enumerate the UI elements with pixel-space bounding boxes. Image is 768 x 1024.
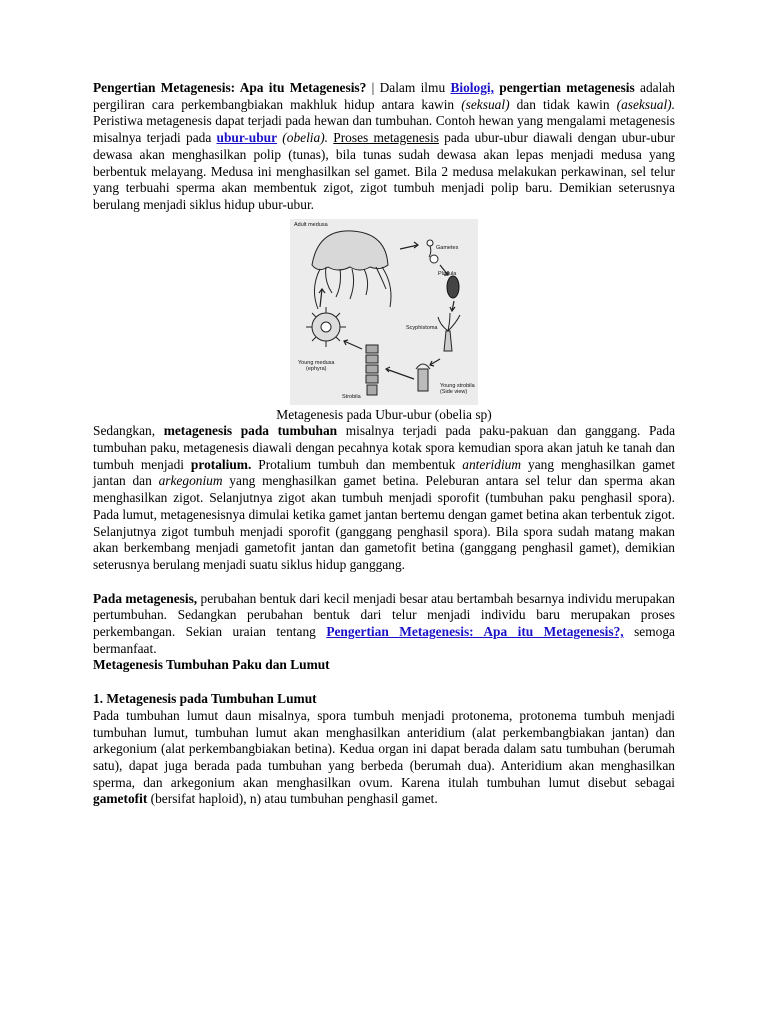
link-biologi[interactable]: Biologi,: [450, 80, 494, 95]
label-gametes: Gametes: [436, 244, 459, 251]
label-adult-medusa: Adult medusa: [294, 221, 328, 228]
label-planula: Planula: [438, 270, 457, 277]
document-page: [93, 80, 675, 808]
planula-drawing: [447, 276, 459, 298]
paragraph-tumbuhan: Sedangkan, metagenesis pada tumbuhan misalnya terjadi pada paku-pakuan dan ganggang. Pada tumbuhan paku, metagenesis diawali dengan pecahnya kotak spora kemudian spora akan jatuh ke tanah dan tumbuh menjadi protalium. Protalium tumbuh dan membentuk anteridium yang menghasilkan gamet jantan dan arkegonium yang menghasilkan gamet betina. Peleburan antara sel telur dan sperma akan menghasilkan zigot. Selanjutnya zigot akan tumbuh menjadi sporofit (tumbuhan paku penghasil spora). Pada lumut, metagenesisnya dimulai ketika gamet jantan bertemu dengan gamet betina akan terbentuk zigot. Selanjutnya zigot tumbuh menjadi sporofit (ganggang penghasil spora). Bila spora sudah matang makan akan berkembang menjadi gametofit jantan dan gametofit betina (ganggang penghasil gamet), demikian seterusnya berulang menjadi suatu siklus hidup ganggang.: [93, 423, 676, 572]
label-young-strobila: Young strobila: [440, 382, 475, 389]
label-ephyra: (ephyra): [306, 365, 327, 372]
paragraph-intro: Pengertian Metagenesis: Apa itu Metagenesis? | Dalam ilmu Biologi, pengertian metagenesis adalah pergiliran cara perkembangbiakan makhluk hidup antara kawin (seksual) dan tidak kawin (aseksual). Peristiwa metagenesis dapat terjadi pada hewan dan tumbuhan. Contoh hewan yang mengalami metagenesis misalnya terjadi pada ubur-ubur (obelia). Proses metagenesis pada ubur-ubur diawali dengan ubur-ubur dewasa akan menghasilkan polip (tunas), bila tunas sudah dewasa akan lepas menjadi medusa yang berbentuk melayang. Medusa ini menghasilkan sel gamet. Bila 2 medusa melakukan perkawinan, sel telur yang terbuahi sperma akan membentuk zigot, zigot tumbuh menjadi polip baru. Demikian seterusnya berulang menjadi siklus hidup ubur-ubur.: [93, 80, 675, 212]
article-title: Pengertian Metagenesis: Apa itu Metagenesis?: [93, 80, 367, 95]
label-young-strobila-sub: (Side view): [440, 388, 468, 395]
paragraph-lumut: Pada tumbuhan lumut daun misalnya, spora tumbuh menjadi protonema, protonema tumbuh menjadi tumbuhan lumut, tumbuhan lumut akan menghasilkan anteridium (alat perkembangbiakan jantan) dan arkegonium (alat perkembangbiakan betina). Kedua organ ini dapat berada dalam satu tumbuhan (berumah satu), dapat juga berada pada tumbuhan yang berbeda (berumah dua). Anteridium akan menghasilkan sperma, dan arkegonium akan menghasilkan ovum. Karena itulah tumbuhan lumut disebut sebagai gametofit (bersifat haploid), n) atau tumbuhan penghasil gamet.: [93, 707, 675, 807]
young-medusa-drawing: [306, 307, 346, 347]
label-scyphistoma: Scyphistoma: [406, 324, 438, 331]
figure-caption: Metagenesis pada Ubur-ubur (obelia sp): [276, 406, 492, 422]
link-proses-metagenesis[interactable]: Proses metagenesis: [333, 130, 439, 146]
strobila-drawing: [366, 345, 378, 395]
label-young-medusa: Young medusa: [298, 359, 335, 366]
section-heading-paku-lumut: Metagenesis Tumbuhan Paku dan Lumut: [93, 657, 330, 673]
paragraph-kesimpulan: Pada metagenesis, perubahan bentuk dari kecil menjadi besar atau bertambah besarnya individu merupakan pertumbuhan. Sedangkan perubahan bentuk dari telur menjadi individu baru merupakan proses perkembangan. Sekian uraian tentang Pengertian Metagenesis: Apa itu Metagenesis?, semoga bermanfaat.: [93, 590, 676, 656]
jellyfish-lifecycle-figure: [93, 219, 675, 424]
label-strobila: Strobila: [342, 393, 361, 400]
subsection-heading-lumut: 1. Metagenesis pada Tumbuhan Lumut: [93, 691, 317, 707]
link-pengertian-metagenesis[interactable]: Pengertian Metagenesis: Apa itu Metagenesis?,: [326, 624, 624, 640]
link-ubur-ubur[interactable]: ubur-ubur: [216, 130, 278, 146]
lifecycle-diagram: [290, 219, 478, 405]
